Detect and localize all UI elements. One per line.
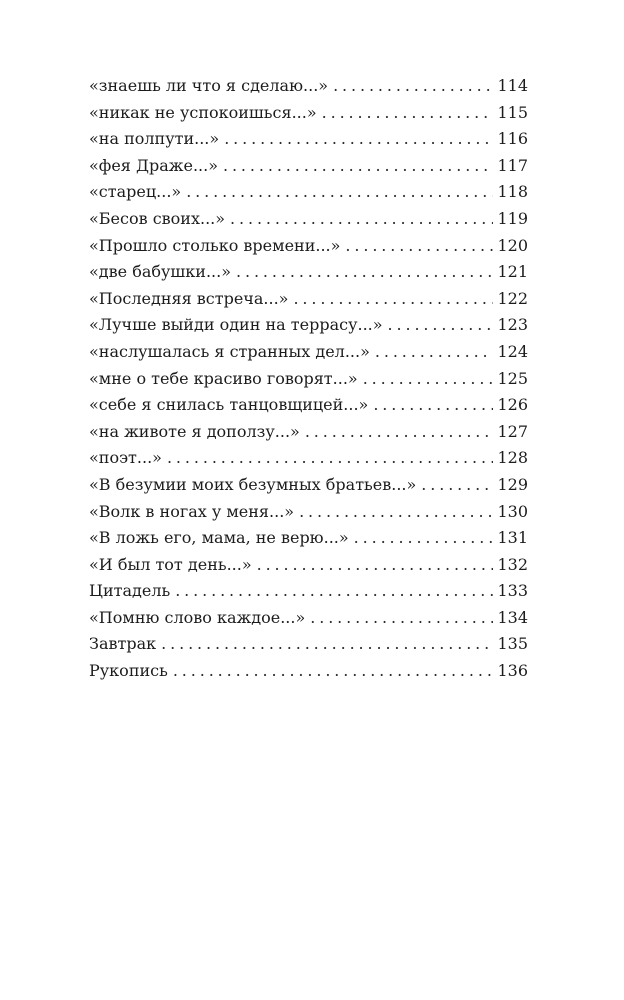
toc-entry: [89, 339, 528, 366]
toc-entry-page: 122: [497, 288, 528, 308]
toc-entry: [89, 631, 528, 658]
toc-entry-page: 127: [497, 421, 528, 441]
toc-entry: [89, 578, 528, 605]
toc-entry: [89, 259, 528, 286]
toc-entry: [89, 126, 528, 153]
toc-entry-page: 135: [497, 634, 528, 654]
toc-entry-title: «Помню слово каждое...»: [89, 607, 306, 627]
toc-entry-title: «старец...»: [89, 182, 182, 202]
toc-dot-leader: [236, 259, 493, 286]
toc-entry: [89, 153, 528, 180]
toc-entry-page: 120: [497, 235, 528, 255]
toc-entry-title: Рукопись: [89, 661, 168, 681]
toc-entry: [89, 525, 528, 552]
toc-entry-title: «фея Драже...»: [89, 155, 218, 175]
toc-dot-leader: [388, 312, 494, 339]
toc-entry-page: 133: [497, 581, 528, 601]
toc-entry-title: «Бесов своих...»: [89, 208, 226, 228]
toc-dot-leader: [345, 233, 493, 260]
toc-entry-title: «на животе я доползу...»: [89, 421, 300, 441]
toc-entry-page: 119: [497, 208, 528, 228]
toc-dot-leader: [224, 126, 493, 153]
toc-entry-title: «наслушалась я странных дел...»: [89, 341, 370, 361]
toc-entry-title: Цитадель: [89, 581, 171, 601]
toc-entry-title: «себе я снилась танцовщицей...»: [89, 395, 369, 415]
toc-entry: [89, 552, 528, 579]
toc-entry-title: «В безумии моих безумных братьев...»: [89, 474, 417, 494]
toc-entry-title: Завтрак: [89, 634, 157, 654]
toc-entry: [89, 233, 528, 260]
toc-entry: [89, 419, 528, 446]
toc-entry-title: «И был тот день...»: [89, 554, 252, 574]
toc-entry-page: 132: [497, 554, 528, 574]
toc-entry-page: 114: [497, 76, 528, 95]
toc-dot-leader: [175, 578, 493, 605]
toc-entry-page: 134: [497, 607, 528, 627]
toc-entry-title: «поэт...»: [89, 448, 162, 468]
toc-entry: [89, 286, 528, 313]
toc-entry-title: «никак не успокоишься...»: [89, 102, 317, 122]
toc-entry-title: «Волк в ногах у меня...»: [89, 501, 295, 521]
toc-dot-leader: [167, 445, 494, 472]
toc-dot-leader: [354, 525, 494, 552]
toc-entry-title: «две бабушки...»: [89, 262, 232, 282]
toc-entry: [89, 472, 528, 499]
toc-entry: [89, 312, 528, 339]
toc-dot-leader: [373, 392, 493, 419]
toc-entry-page: 136: [497, 661, 528, 681]
toc-entry: [89, 658, 528, 685]
toc-entry-title: «на полпути...»: [89, 129, 220, 149]
toc-entry-title: «Лучше выйди один на террасу...»: [89, 315, 383, 335]
toc-entry-title: «В ложь его, мама, не верю...»: [89, 528, 349, 548]
toc-dot-leader: [310, 605, 493, 632]
toc-entry-page: 117: [497, 155, 528, 175]
toc-entry-page: 129: [497, 474, 528, 494]
toc-entry: [89, 73, 528, 100]
toc-entry-title: «знаешь ли что я сделаю...»: [89, 76, 329, 95]
toc-entry-page: 116: [497, 129, 528, 149]
toc-entry-page: 121: [497, 262, 528, 282]
toc-entry-page: 130: [497, 501, 528, 521]
toc-entry-page: 125: [497, 368, 528, 388]
toc-dot-leader: [230, 206, 493, 233]
toc-entry-page: 115: [497, 102, 528, 122]
toc-entry: [89, 366, 528, 393]
toc-dot-leader: [186, 179, 493, 206]
toc-dot-leader: [299, 499, 493, 526]
toc-dot-leader: [363, 366, 494, 393]
toc-dot-leader: [223, 153, 493, 180]
toc-dot-leader: [173, 658, 494, 685]
table-of-contents: [89, 73, 528, 685]
toc-entry-page: 131: [497, 528, 528, 548]
toc-dot-leader: [375, 339, 494, 366]
toc-dot-leader: [333, 73, 493, 100]
toc-entry: [89, 206, 528, 233]
toc-dot-leader: [257, 552, 494, 579]
toc-entry: [89, 100, 528, 127]
toc-entry-page: 124: [497, 341, 528, 361]
toc-entry: [89, 445, 528, 472]
toc-entry: [89, 392, 528, 419]
toc-entry: [89, 499, 528, 526]
toc-dot-leader: [322, 100, 494, 127]
toc-entry-title: «Прошло столько времени...»: [89, 235, 341, 255]
toc-entry: [89, 605, 528, 632]
toc-dot-leader: [305, 419, 494, 446]
toc-entry-title: «мне о тебе красиво говорят...»: [89, 368, 358, 388]
toc-entry-title: «Последняя встреча...»: [89, 288, 289, 308]
toc-entry-page: 118: [497, 182, 528, 202]
toc-dot-leader: [161, 631, 493, 658]
toc-entry-page: 123: [497, 315, 528, 335]
toc-entry-page: 126: [497, 395, 528, 415]
toc-dot-leader: [421, 472, 493, 499]
toc-entry-page: 128: [497, 448, 528, 468]
toc-dot-leader: [293, 286, 493, 313]
toc-entry: [89, 179, 528, 206]
